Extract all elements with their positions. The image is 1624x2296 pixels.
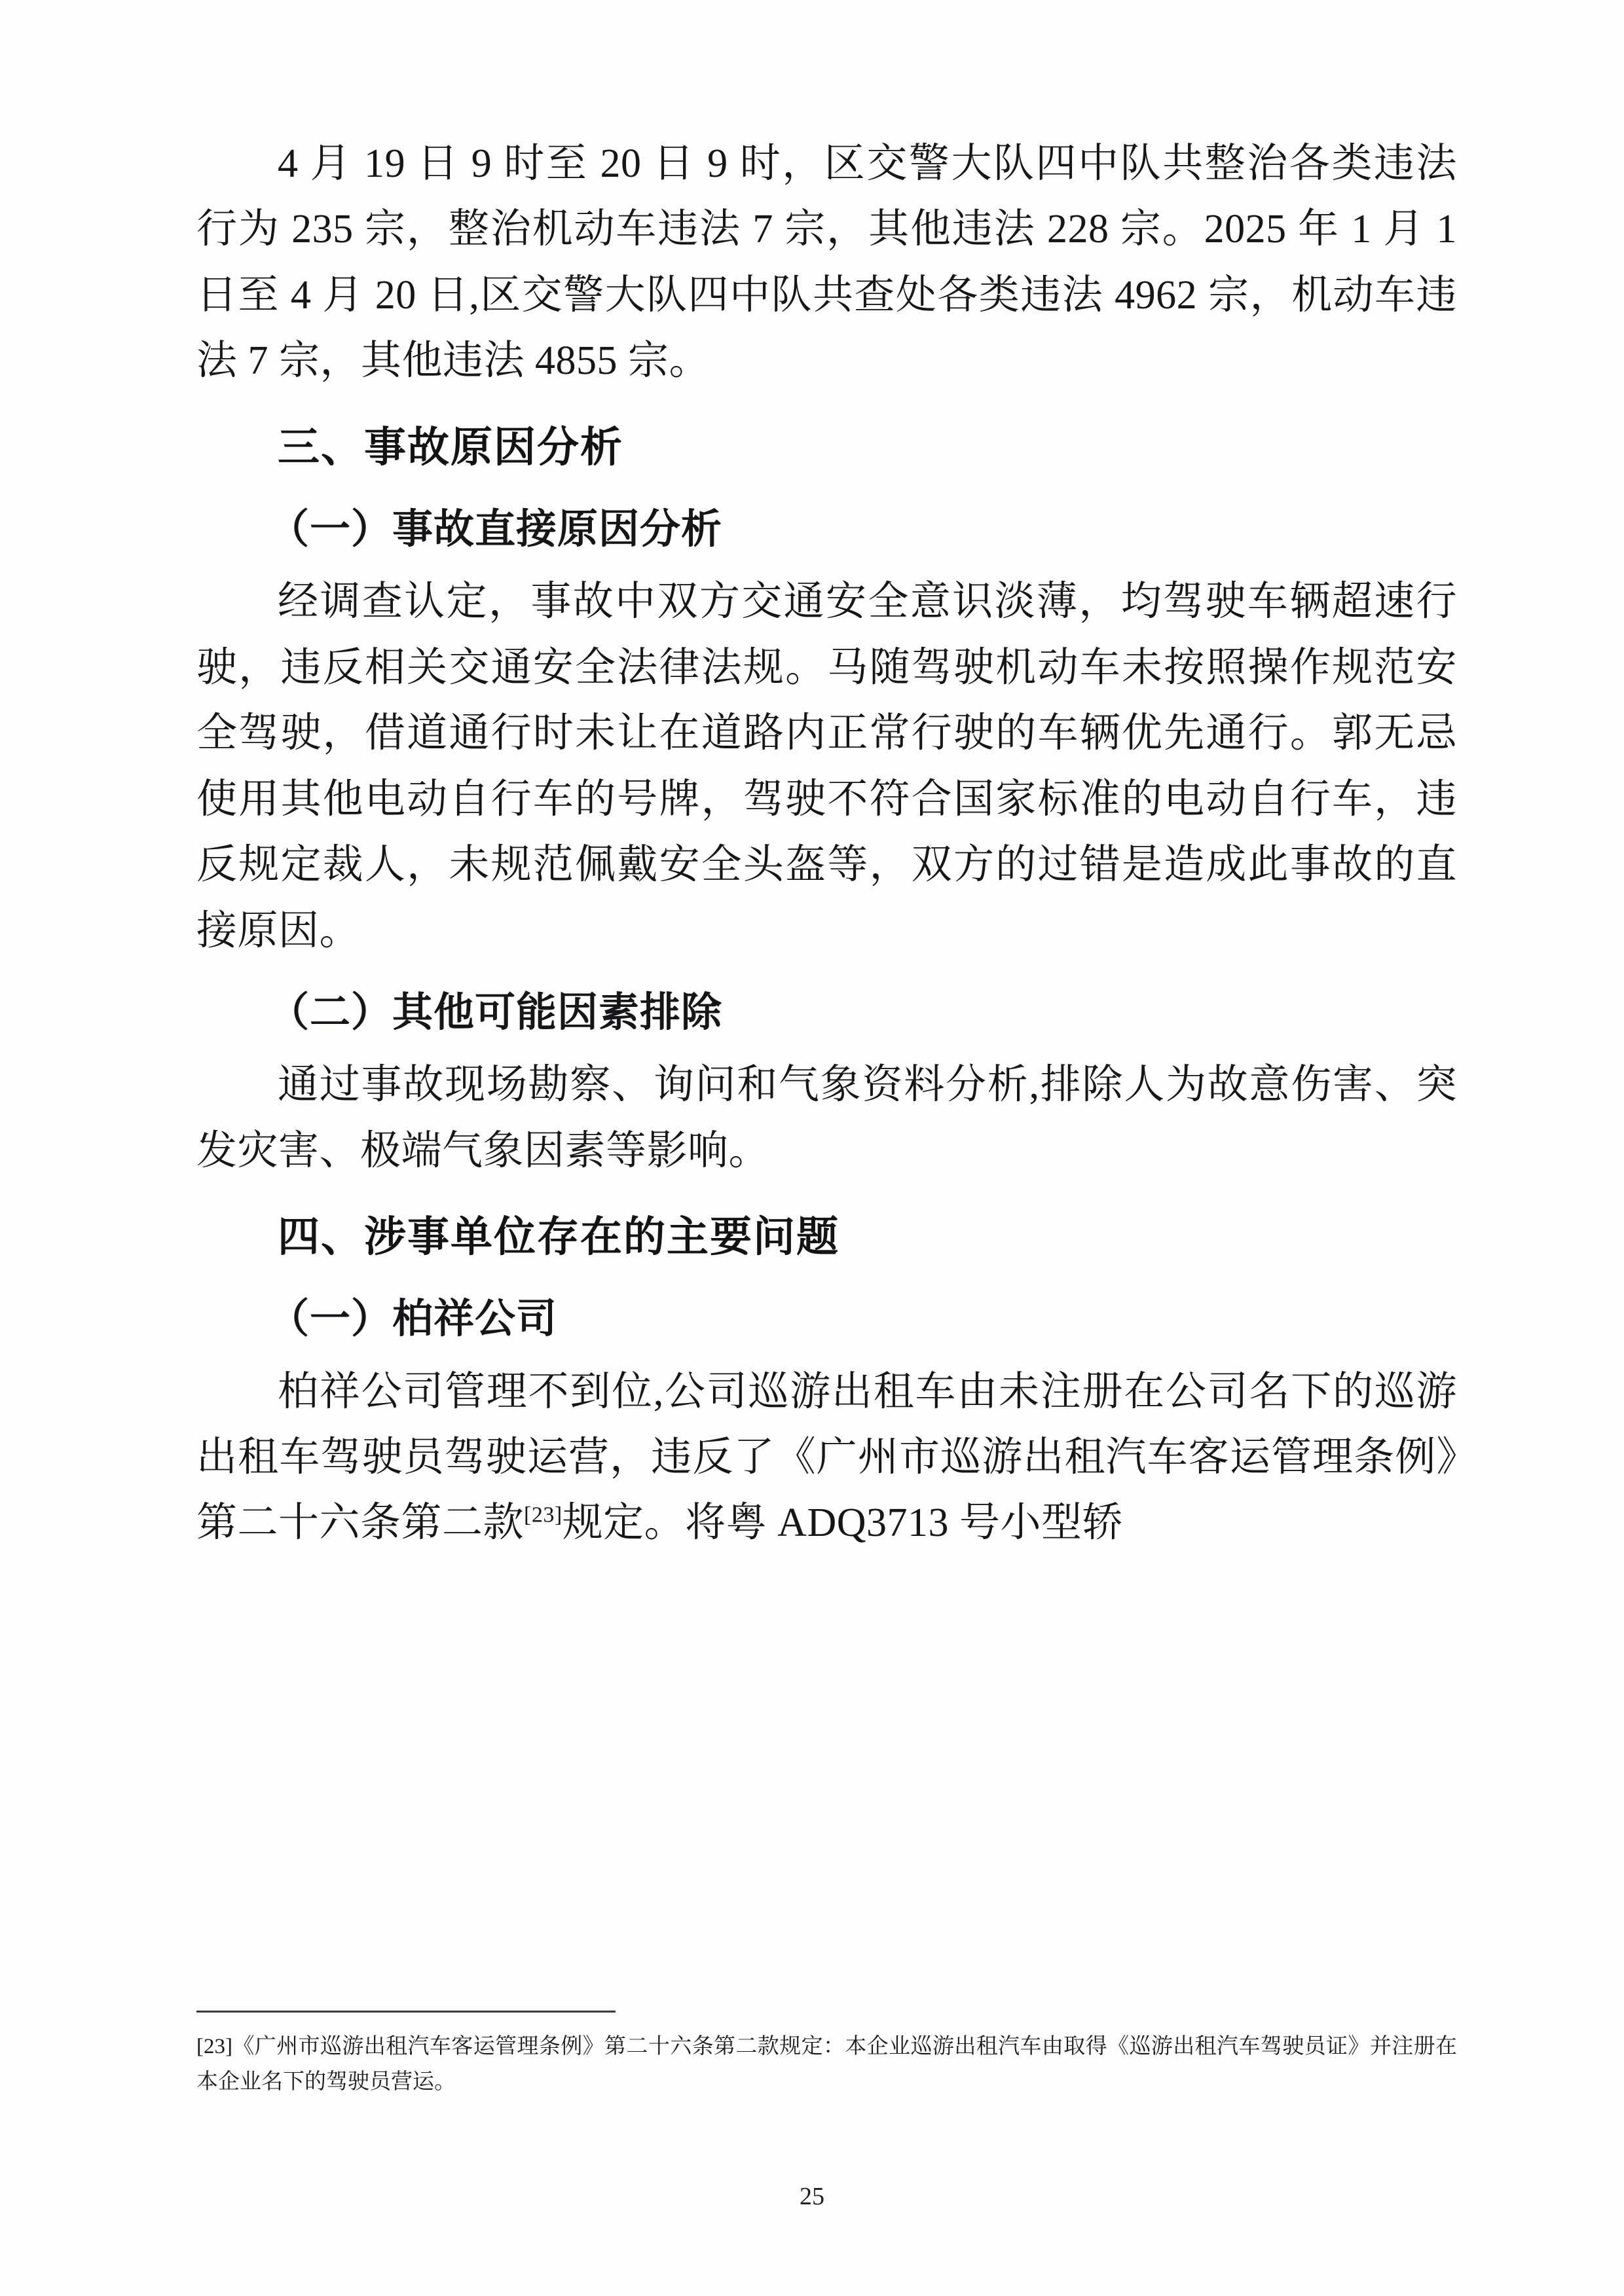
heading-baixiang-company: （一）柏祥公司 bbox=[268, 1297, 558, 1342]
footnote-area bbox=[196, 2011, 1457, 2100]
footnote-separator-line bbox=[196, 2011, 616, 2013]
paragraph-enforcement-stats: 4 月 19 日 9 时至 20 日 9 时，区交警大队四中队共整治各类违法行为 235 宗，整治机动车违法 7 宗，其他违法 228 宗。2025 年 1 月 1 日至 4 月 20 日,区交警大队四中队共查处各类违法 4962 宗，机动车违法 7 宗，其他违法 4855 宗。 bbox=[196, 141, 1457, 384]
heading-main-problems: 四、涉事单位存在的主要问题 bbox=[278, 1213, 840, 1261]
paragraph-baixiang-text-after: 规定。将粤 ADQ3713 号小型轿 bbox=[562, 1501, 1123, 1546]
paragraph-direct-cause: 经调查认定，事故中双方交通安全意识淡薄，均驾驶车辆超速行驶，违反相关交通安全法律法规。马随驾驶机动车未按照操作规范安全驾驶，借道通行时未让在道路内正常行驶的车辆优先通行。郭无忌使用其他电动自行车的号牌，驾驶不符合国家标准的电动自行车，违反规定裁人，未规范佩戴安全头盔等，双方的过错是造成此事故的直接原因。 bbox=[196, 579, 1457, 953]
paragraph-other-factors: 通过事故现场勘察、询问和气象资料分析,排除人为故意伤害、突发灾害、极端气象因素等影响。 bbox=[196, 1063, 1457, 1173]
page-content bbox=[196, 131, 1457, 1556]
heading-accident-cause-analysis: 三、事故原因分析 bbox=[278, 423, 623, 471]
heading-other-factors-excluded: （二）其他可能因素排除 bbox=[268, 990, 723, 1035]
paragraph-baixiang-text-before: 柏祥公司管理不到位,公司巡游出租车由未注册在公司名下的巡游出租车驾驶员驾驶运营，违反了《广州市巡游出租汽车客运管理条例》第二十六条第二款 bbox=[196, 1369, 1457, 1546]
footnote-reference-marker[interactable]: [23] bbox=[524, 1503, 563, 1527]
footnote-23: [23]《广州市巡游出租汽车客运管理条例》第二十六条第二款规定：本企业巡游出租汽车由取得《巡游出租汽车驾驶员证》并注册在本企业名下的驾驶员营运。 bbox=[196, 2035, 1457, 2094]
paragraph-baixiang-company bbox=[196, 1359, 1457, 1556]
heading-direct-cause-analysis: （一）事故直接原因分析 bbox=[268, 507, 723, 553]
page-number: 25 bbox=[800, 2183, 824, 2210]
